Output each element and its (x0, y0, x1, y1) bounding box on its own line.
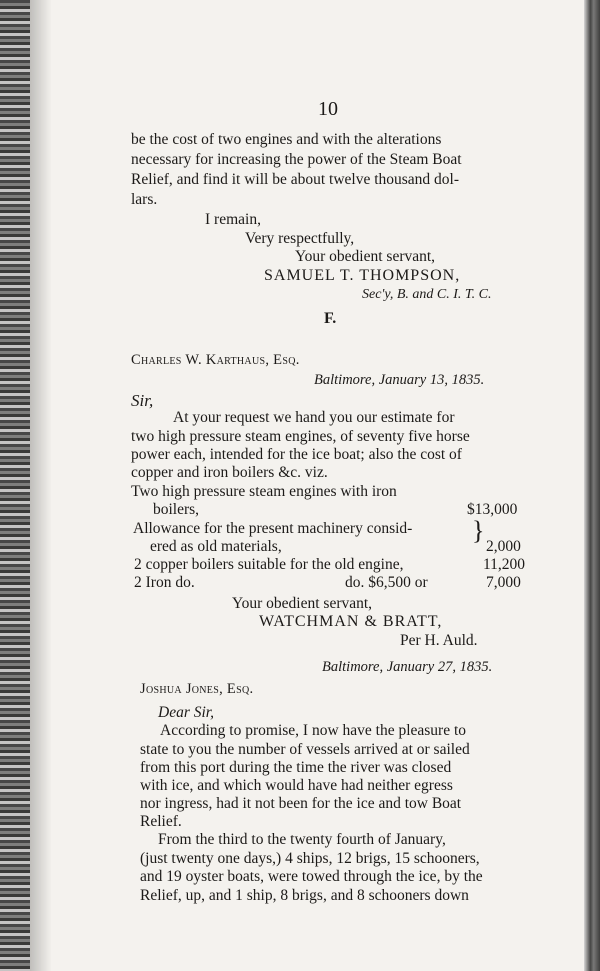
closing-line: Your obedient servant, (295, 248, 436, 265)
body-line: necessary for increasing the power of the Steam Boat (131, 151, 462, 168)
signature: SAMUEL T. THOMPSON, (264, 267, 461, 284)
body-line: copper and iron boilers &c. viz. (131, 464, 328, 481)
salutation: Dear Sir, (158, 704, 214, 721)
page-number: 10 (318, 98, 338, 120)
dateline: Baltimore, January 13, 1835. (314, 372, 485, 388)
body-line: According to promise, I now have the pleasure to (160, 722, 467, 739)
body-line: from this port during the time the river was closed (140, 759, 452, 776)
body-line: state to you the number of vessels arrived at or sailed (140, 741, 470, 758)
addressee: Joshua Jones, Esq. (140, 681, 254, 697)
signature-per: Per H. Auld. (400, 632, 478, 649)
body-line: Relief, up, and 1 ship, 8 brigs, and 8 schooners down (140, 887, 469, 904)
addressee: Charles W. Karthaus, Esq. (131, 352, 300, 368)
estimate-amount: $13,000 (467, 501, 518, 518)
body-line: From the third to the twenty fourth of January, (158, 831, 446, 848)
body-line: Relief. (140, 813, 182, 830)
body-line: (just twenty one days,) 4 ships, 12 brigs, 15 schooners, (140, 850, 480, 867)
section-mark: F. (324, 310, 337, 327)
body-line: nor ingress, had it not been for the ice and tow Boat (140, 795, 462, 812)
estimate-item-detail: do. $6,500 or (345, 574, 428, 591)
salutation: Sir, (131, 391, 154, 410)
brace-mark: } (472, 516, 485, 545)
dateline: Baltimore, January 27, 1835. (322, 659, 493, 675)
closing-line: I remain, (205, 211, 261, 228)
estimate-item: Allowance for the present machinery consid- (133, 520, 413, 537)
body-line: At your request we hand you our estimate for (173, 409, 455, 426)
estimate-item: Two high pressure steam engines with iron (131, 483, 397, 500)
closing-line: Very respectfully, (245, 230, 355, 247)
body-line: power each, intended for the ice boat; also the cost of (131, 446, 462, 463)
body-line: Relief, and find it will be about twelve thousand dol- (131, 171, 460, 188)
signature: WATCHMAN & BRATT, (259, 613, 443, 630)
body-line: be the cost of two engines and with the alterations (131, 131, 442, 148)
body-line: lars. (131, 191, 158, 208)
body-line: with ice, and which would have had neither egress (140, 777, 453, 794)
body-line: and 19 oyster boats, were towed through the ice, by the (140, 868, 483, 885)
estimate-amount: 11,200 (483, 556, 526, 573)
signature-title: Sec'y, B. and C. I. T. C. (362, 287, 492, 302)
estimate-item: boilers, (153, 501, 200, 518)
body-line: two high pressure steam engines, of seventy five horse (131, 428, 470, 445)
estimate-amount: 2,000 (486, 538, 521, 555)
estimate-item: 2 copper boilers suitable for the old engine, (134, 556, 404, 573)
estimate-item: ered as old materials, (150, 538, 282, 555)
closing-line: Your obedient servant, (232, 595, 373, 612)
estimate-item: 2 Iron do. (134, 574, 195, 591)
estimate-amount: 7,000 (486, 574, 521, 591)
